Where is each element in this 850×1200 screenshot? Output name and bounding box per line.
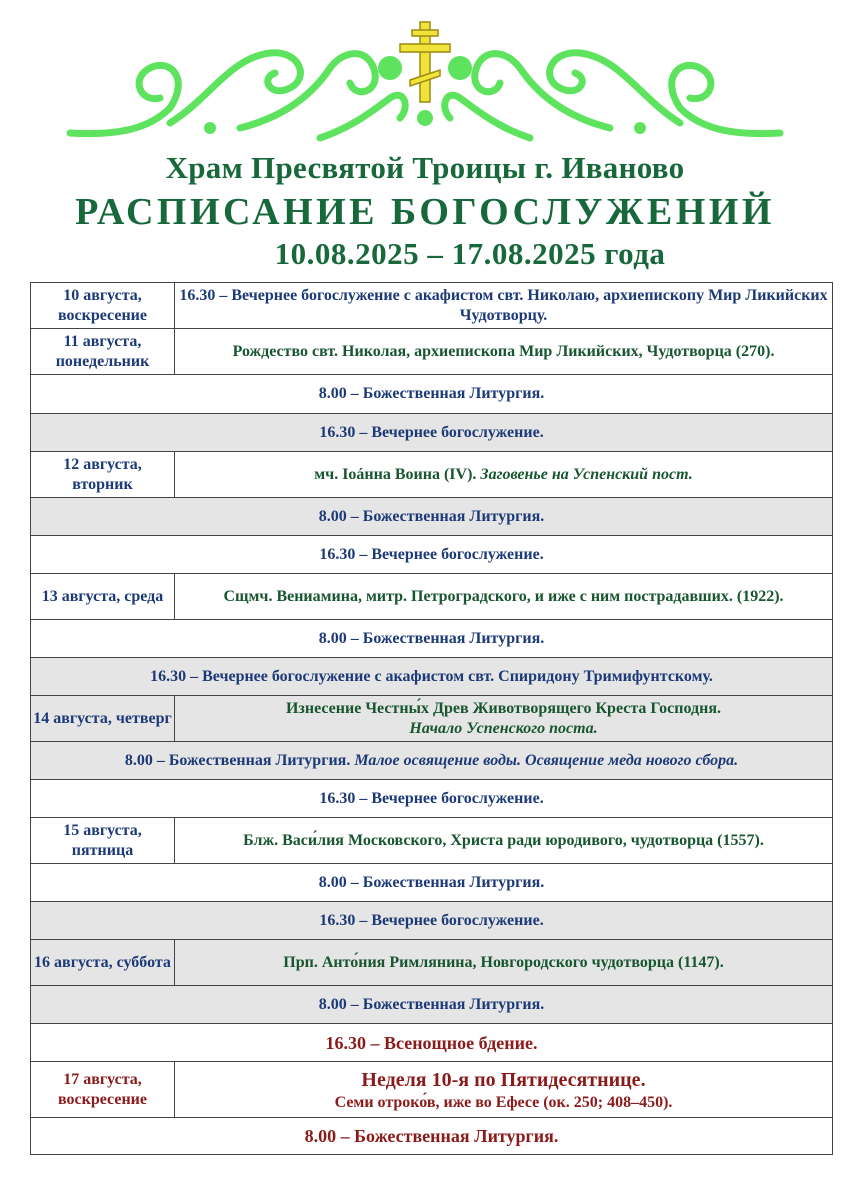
table-row: [31, 986, 833, 1024]
day-label: 12 августа, вторник: [31, 452, 175, 498]
day-label: 16 августа, суббота: [31, 940, 175, 986]
service-text: 16.30 – Вечернее богослужение с акафистом свт. Николаю, архиепископу Мир Ликийских Чудотворцу.: [175, 283, 833, 329]
ornament-left-inner: [240, 54, 375, 128]
table-row: [31, 696, 833, 742]
table-row: [31, 620, 833, 658]
table-row: [31, 283, 833, 329]
ornament-bud: [448, 56, 472, 80]
table-row: [31, 452, 833, 498]
day-label: 14 августа, четверг: [31, 696, 175, 742]
table-row: [31, 574, 833, 620]
church-name: Храм Пресвятой Троицы г. Иваново: [165, 150, 685, 185]
day-label: 15 августа, пятница: [31, 818, 175, 864]
table-row: [31, 1118, 833, 1155]
service-text: 16.30 – Вечернее богослужение.: [31, 536, 833, 574]
table-row: [31, 658, 833, 696]
service-text: 8.00 – Божественная Литургия.: [31, 864, 833, 902]
service-text: 16.30 – Вечернее богослужение с акафистом свт. Спиридону Тримифунтскому.: [31, 658, 833, 696]
table-row: [31, 1024, 833, 1062]
feast-text: Сщмч. Вениамина, митр. Петроградского, и иже с ним пострадавших. (1922).: [175, 574, 833, 620]
feast-text: мч. Ioáнна Воина (IV).: [314, 465, 477, 483]
date-range: 10.08.2025 – 17.08.2025 года: [274, 236, 666, 271]
day-label: 13 августа, среда: [31, 574, 175, 620]
service-text: 8.00 – Божественная Литургия.: [31, 620, 833, 658]
floral-ornament: [60, 18, 790, 148]
table-row: [31, 818, 833, 864]
feast-text: Семи отроко́в, иже во Ефесе (ок. 250; 408–450).: [334, 1093, 673, 1111]
feast-text: Блж. Васи́лия Московского, Христа ради юродивого, чудотворца (1557).: [175, 818, 833, 864]
service-text: 16.30 – Вечернее богослужение.: [31, 780, 833, 818]
table-row: [31, 780, 833, 818]
service-text: 16.30 – Вечернее богослужение.: [31, 414, 833, 452]
feast-cell: [175, 1062, 833, 1118]
service-text: 8.00 – Божественная Литургия.: [31, 498, 833, 536]
schedule-table: [30, 282, 833, 1155]
feast-note: Заговенье на Успенский пост.: [480, 465, 693, 483]
service-cell: [31, 742, 833, 780]
day-label: 11 августа, понедельник: [31, 329, 175, 375]
table-row: [31, 329, 833, 375]
feast-cell: [175, 696, 833, 742]
ornament-left-scroll: [70, 65, 178, 133]
feast-text: Прп. Анто́ния Римлянина, Новгородского чудотворца (1147).: [175, 940, 833, 986]
ornament-center-left: [320, 95, 405, 138]
day-label: 10 августа, воскресение: [31, 283, 175, 329]
table-row: [31, 498, 833, 536]
service-text: 16.30 – Вечернее богослужение.: [31, 902, 833, 940]
ornament-bud: [417, 110, 433, 126]
ornament-bud: [378, 56, 402, 80]
day-label: 17 августа, воскресение: [31, 1062, 175, 1118]
page-title: РАСПИСАНИЕ БОГОСЛУЖЕНИЙ: [75, 191, 775, 233]
ornament-center-right: [445, 95, 530, 138]
service-text: 8.00 – Божественная Литургия.: [31, 1118, 833, 1155]
feast-text: Рождество свт. Николая, архиепископа Мир Ликийских, Чудотворца (270).: [175, 329, 833, 375]
service-text: 8.00 – Божественная Литургия.: [31, 375, 833, 414]
service-text: 8.00 – Божественная Литургия.: [31, 986, 833, 1024]
table-row: [31, 1062, 833, 1118]
service-text: 16.30 – Всенощное бдение.: [31, 1024, 833, 1062]
table-row: [31, 940, 833, 986]
table-row: [31, 536, 833, 574]
table-row: [31, 414, 833, 452]
orthodox-cross-icon: [400, 22, 450, 102]
ornament-right-scroll: [672, 65, 780, 133]
service-text: 8.00 – Божественная Литургия.: [124, 751, 351, 769]
service-note: Малое освящение воды. Освящение меда нового сбора.: [354, 751, 739, 769]
table-row: [31, 864, 833, 902]
feast-note: Начало Успенского поста.: [409, 719, 598, 737]
feast-title: Неделя 10-я по Пятидесятнице.: [361, 1068, 646, 1091]
ornament-bud: [204, 122, 216, 134]
feast-cell: [175, 452, 833, 498]
table-row: [31, 902, 833, 940]
table-row: [31, 742, 833, 780]
ornament-bud: [634, 122, 646, 134]
table-row: [31, 375, 833, 414]
feast-text: Изнесение Честны́х Древ Животворящего Креста Господня.: [285, 699, 722, 717]
ornament-right-inner: [475, 54, 610, 128]
